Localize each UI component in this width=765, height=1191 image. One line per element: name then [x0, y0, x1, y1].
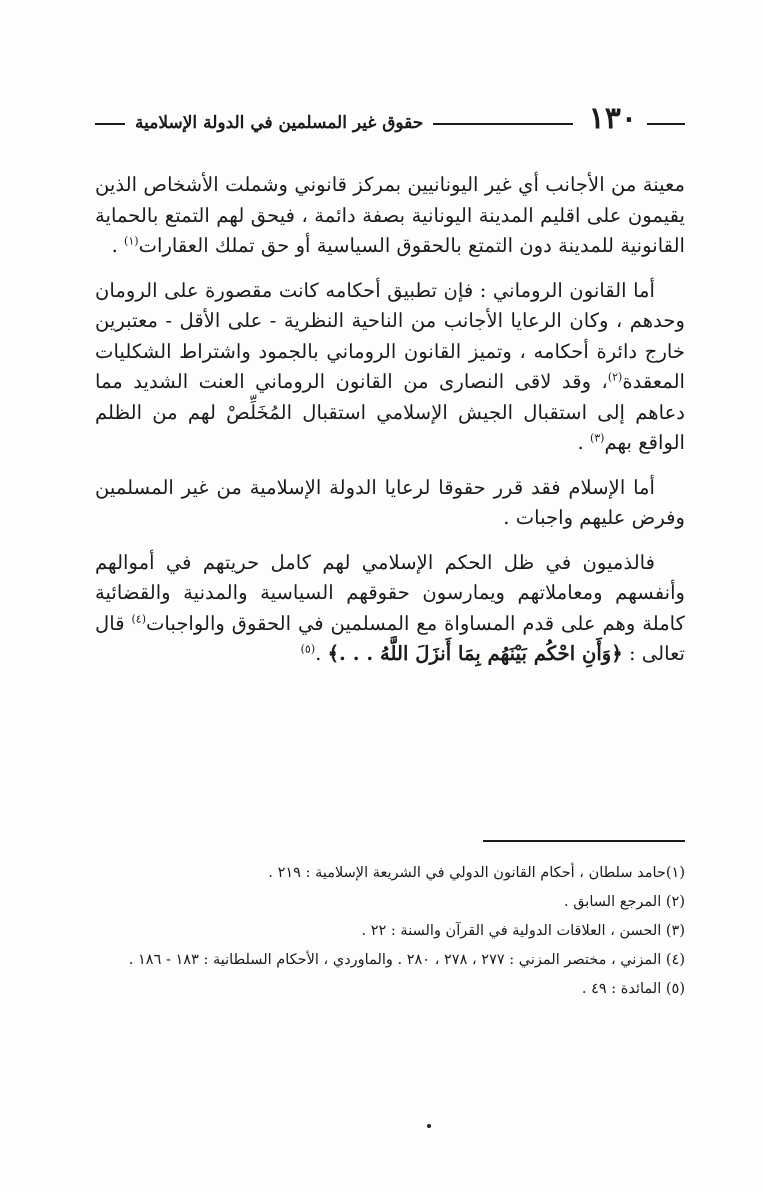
paragraph-2: أما القانون الروماني : فإن تطبيق أحكامه كانت مقصورة على الرومان وحدهم ، وكان الرعايا الأجانب من الناحية النظرية - على الأقل - معتبرين خارج دائرة أحكامه ، وتميز القانون الروماني بالجمود واشتراط الشكليات المعقدة$^{(٢)}$، وقد لاقى النصارى من القانون الروماني العنت الشديد مما دعاهم إلى استقبال الجيش الإسلامي استقبال المُخَلِّصْ لهم من الظلم الواقع بهم$^{(٣)}$ .: [95, 278, 685, 454]
footnote-4: (٤) المزني ، مختصر المزني : ٢٧٧ ، ٢٧٨ ، ٢٨٠ . والماوردي ، الأحكام السلطانية : ١٨٣ - ١٨٦ .: [128, 952, 685, 968]
header-rule-left: [95, 123, 125, 125]
header-rule-right: [647, 123, 685, 125]
footnote-ref-4: (٤): [131, 611, 146, 625]
footnote-ref-3: (٣): [589, 431, 605, 445]
footnote-separator: [483, 840, 685, 842]
footnote-2: (٢) المرجع السابق .: [563, 894, 685, 910]
footnote-5: (٥) المائدة : ٤٩ .: [581, 981, 685, 997]
paragraph-3: أما الإسلام فقد قرر حقوقا لرعايا الدولة الإسلامية من غير المسلمين وفرض عليهم واجبات .: [95, 475, 685, 529]
footnote-1: (١)حامد سلطان ، أحكام القانون الدولي في الشريعة الإسلامية : ٢١٩ .: [268, 865, 685, 881]
running-title: حقوق غير المسلمين في الدولة الإسلامية: [135, 113, 424, 133]
paragraph-4: فالذميون في ظل الحكم الإسلامي لهم كامل حريتهم في أموالهم وأنفسهم ومعاملاتهم ويمارسون حقوقهم السياسية والمدنية والقضائية كاملة وهم على قدم المساواة مع المسلمين في الحقوق والواجبات$^{(٤)}$ قال تعالى : ﴿وَأَنِ احْكُم بَيْنَهُم بِمَا أَنزَلَ اللَّهُ . . .﴾ .$^{(٥)}$: [95, 550, 685, 665]
print-speck: [427, 1124, 431, 1128]
page-number: ١٣٠: [588, 101, 637, 136]
footnote-ref-2: (٢): [607, 370, 623, 384]
quran-verse: ﴿وَأَنِ احْكُم بَيْنَهُم بِمَا أَنزَلَ اللَّهُ . . .﴾: [327, 642, 623, 665]
footnote-3: (٣) الحسن ، العلاقات الدولية في القرآن والسنة : ٢٢ .: [361, 923, 685, 939]
main-text: [95, 170, 685, 684]
header-rule-middle: [433, 123, 572, 125]
footnote-ref-5: (٥): [300, 642, 316, 656]
running-header: [95, 90, 685, 134]
footnotes: [95, 862, 685, 1007]
footnote-ref-1: (١): [124, 234, 139, 248]
paragraph-1: معينة من الأجانب أي غير اليونانيين بمركز قانوني وشملت الأشخاص الذين يقيمون على اقليم المدينة اليونانية بصفة دائمة ، فيحق لهم التمتع بالحماية القانونية للمدينة دون التمتع بالحقوق السياسية أو حق تملك العقارات$^{(١)}$ .: [95, 173, 685, 257]
